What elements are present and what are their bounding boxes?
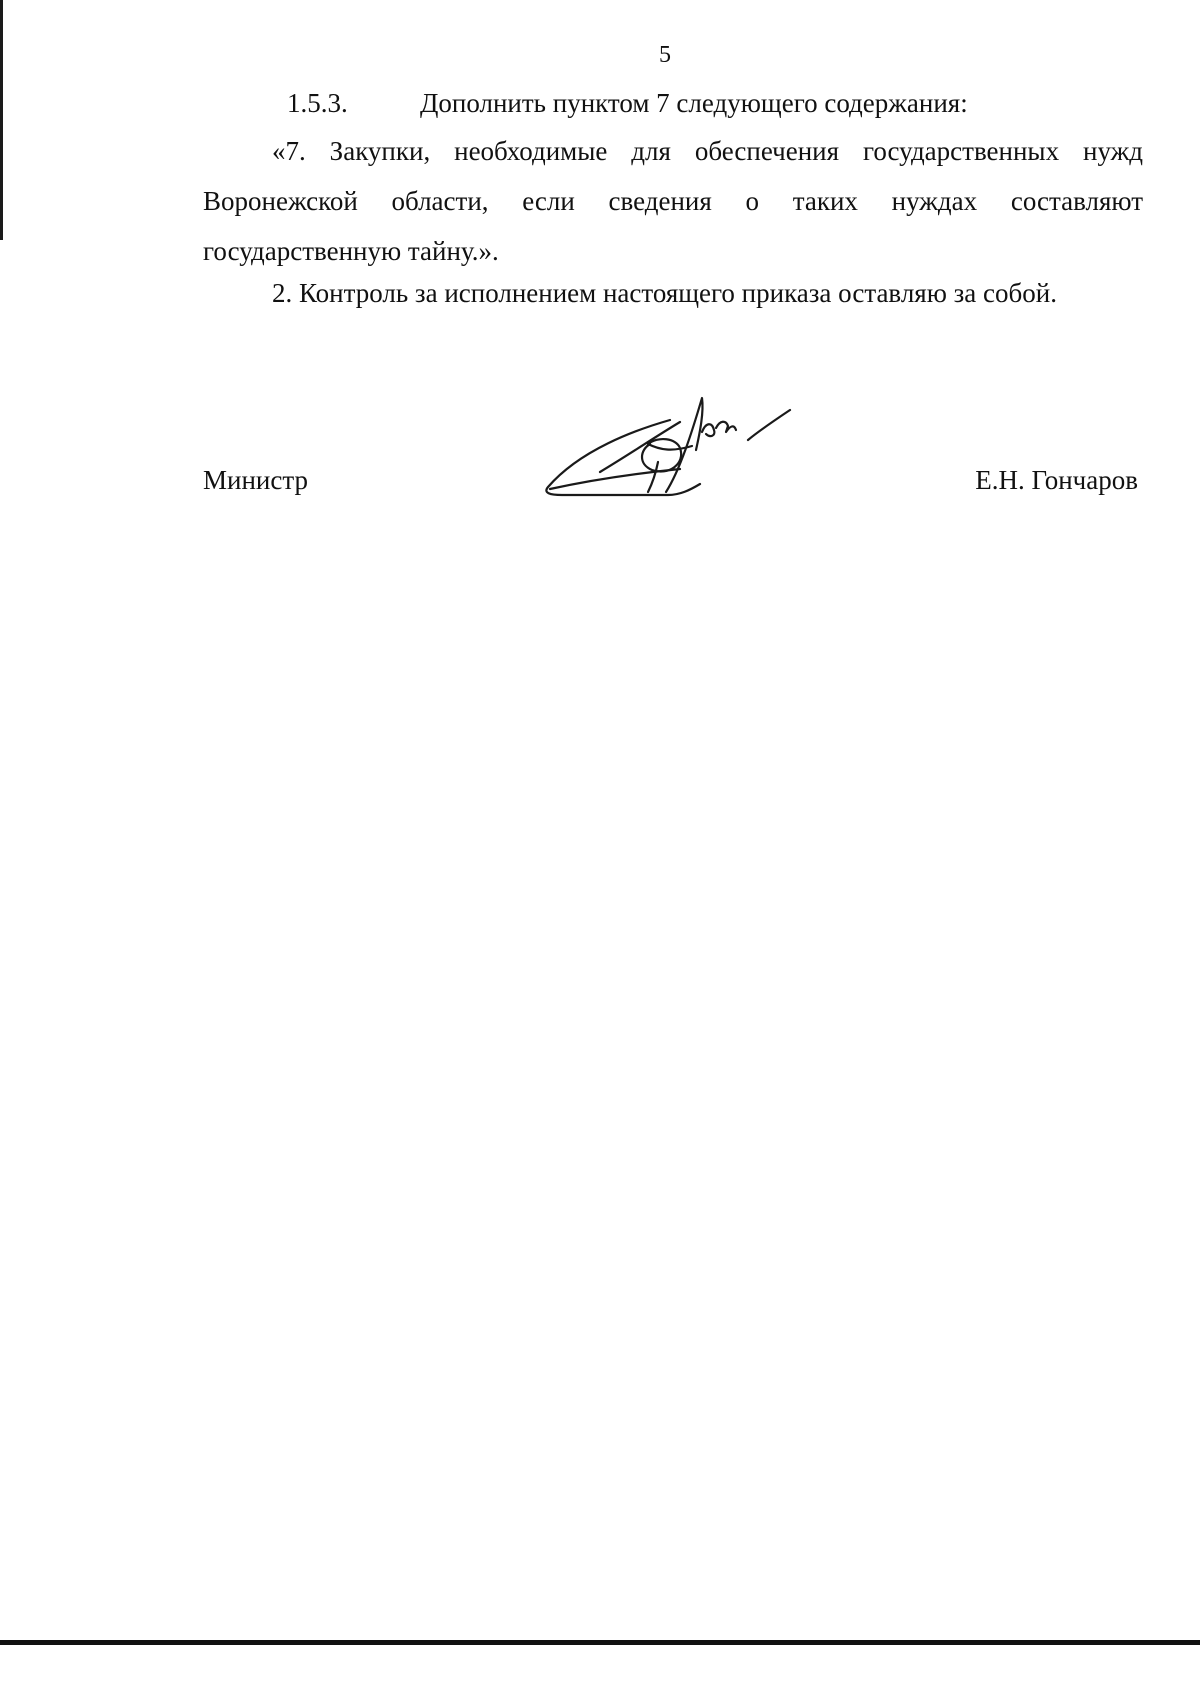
scan-edge-mark — [0, 0, 3, 240]
clause-1-5-3 — [203, 78, 1143, 128]
signer-position: Министр — [203, 465, 308, 495]
clause-2: 2. Контроль за исполнением настоящего приказа оставляю за собой. — [272, 278, 1057, 308]
clause-text: Дополнить пунктом 7 следующего содержания: — [420, 88, 968, 118]
page-number: 5 — [659, 42, 671, 68]
bottom-rule — [0, 1640, 1200, 1645]
clause-7-quote: «7. Закупки, необходимые для обеспечения государственных нужд Воронежской области, если сведения о таких нуждах составляют государственную тайну.». — [203, 136, 1143, 266]
handwritten-signature-icon — [540, 392, 850, 507]
signer-name: Е.Н. Гончаров — [975, 465, 1138, 495]
clause-number: 1.5.3. — [287, 88, 348, 118]
